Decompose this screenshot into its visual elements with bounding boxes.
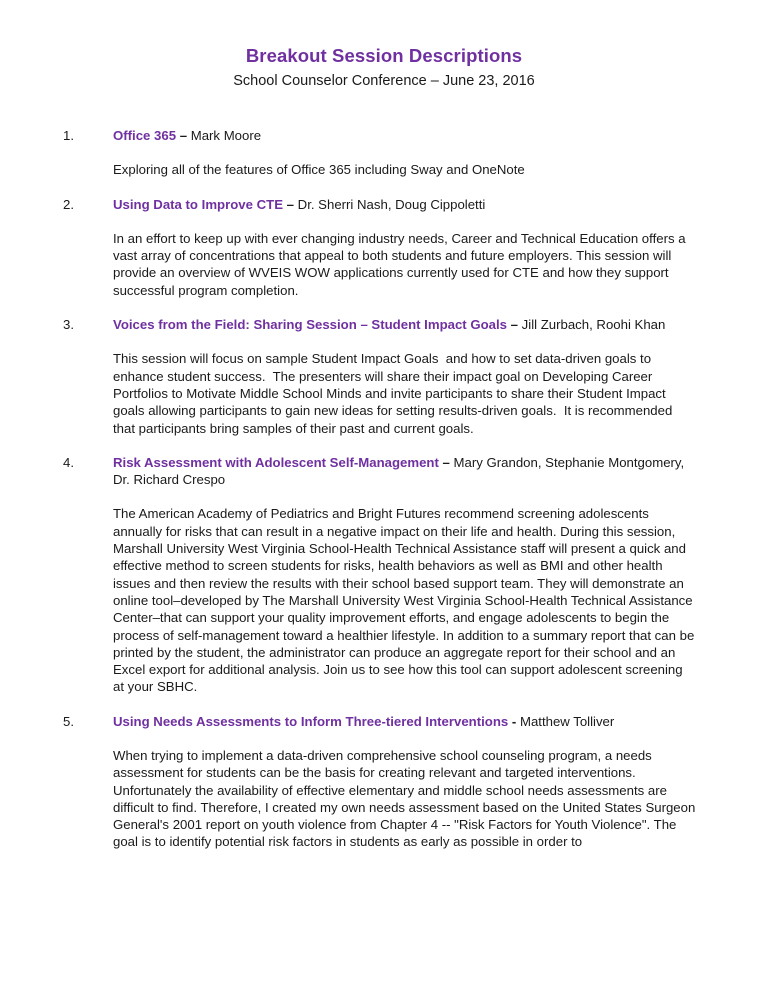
session-title: Office 365 [113, 127, 177, 143]
session-heading [113, 127, 696, 144]
session-separator: – [283, 196, 298, 212]
session-title: Using Needs Assessments to Inform Three-tiered Interventions [113, 713, 509, 729]
session-title: Risk Assessment with Adolescent Self-Management [113, 454, 439, 470]
list-item [0, 196, 768, 299]
session-heading [113, 196, 696, 213]
page-subtitle: School Counselor Conference – June 23, 2016 [233, 73, 535, 90]
document-header [0, 0, 768, 91]
list-item [0, 713, 768, 851]
session-list [0, 127, 768, 851]
list-item [0, 127, 768, 179]
session-heading [113, 316, 696, 333]
session-number: 5. [63, 713, 74, 729]
page-title: Breakout Session Descriptions [245, 45, 523, 66]
session-number: 4. [63, 454, 74, 470]
session-description: When trying to implement a data-driven comprehensive school counseling program, a needs assessment for students can be the basis for creating relevant and targeted interventions. Unfortunately the availability of effective elementary and middle school needs assessments are difficult to find. Therefore, I created my own needs assessment based on the United States Surgeon General's 2001 report on youth violence from Chapter 4 -- "Risk Factors for Youth Violence". The goal is to identify potential risk factors in students as early as possible in order to [113, 747, 699, 850]
session-separator: – [507, 317, 522, 333]
session-separator: - [508, 713, 520, 729]
session-number: 1. [63, 127, 74, 143]
session-presenters: Matthew Tolliver [519, 713, 615, 729]
session-number: 3. [63, 317, 74, 333]
session-presenters: Mark Moore [190, 127, 262, 143]
session-presenters: Mary Grandon, Stephanie Montgomery, Dr. Richard Crespo [113, 454, 685, 488]
session-description: This session will focus on sample Student Impact Goals and how to set data-driven goals to enhance student success. The presenters will share their impact goal on Developing Career Portfolios to Motivate Middle School Minds and invite participants to share their Student Impact goals allowing participants to gain new ideas for setting results-driven goals. It is recommended that participants bring samples of their past and current goals. [113, 351, 676, 436]
session-separator: – [176, 127, 191, 143]
session-heading [113, 713, 696, 730]
session-presenters: Jill Zurbach, Roohi Khan [521, 317, 666, 333]
session-description: The American Academy of Pediatrics and Bright Futures recommend screening adolescents annually for risks that can result in a negative impact on their life and health. During this session, Marshall University West Virginia School-Health Technical Assistance staff will present a quick and effective method to screen students for risks, health behaviors as well as BMI and other health issues and then review the results with their school based support team. They will demonstrate an online tool–developed by The Marshall University West Virginia School-Health Technical Assistance Center–that can support your quality improvement efforts, and engage adolescents to begin the process of self-management toward a healthier lifestyle. In addition to a summary report that can be printed by the student, the administrator can produce an aggregate report for their school and an Excel export for additional analysis. Join us to see how this tool can support adolescent screening at your SBHC. [113, 506, 698, 695]
session-heading [113, 454, 696, 489]
session-description: Exploring all of the features of Office 365 including Sway and OneNote [113, 162, 525, 178]
session-presenters: Dr. Sherri Nash, Doug Cippoletti [297, 196, 486, 212]
session-description: In an effort to keep up with ever changing industry needs, Career and Technical Education offers a vast array of concentrations that appeal to both students and future employers. This session will provide an overview of WVEIS WOW applications currently used for CTE and how they support successful program completion. [113, 230, 690, 298]
session-separator: – [438, 454, 454, 470]
session-title: Voices from the Field: Sharing Session – Student Impact Goals [113, 317, 507, 333]
session-title: Using Data to Improve CTE [113, 196, 283, 212]
list-item [0, 316, 768, 437]
session-number: 2. [63, 196, 74, 212]
list-item [0, 454, 768, 696]
